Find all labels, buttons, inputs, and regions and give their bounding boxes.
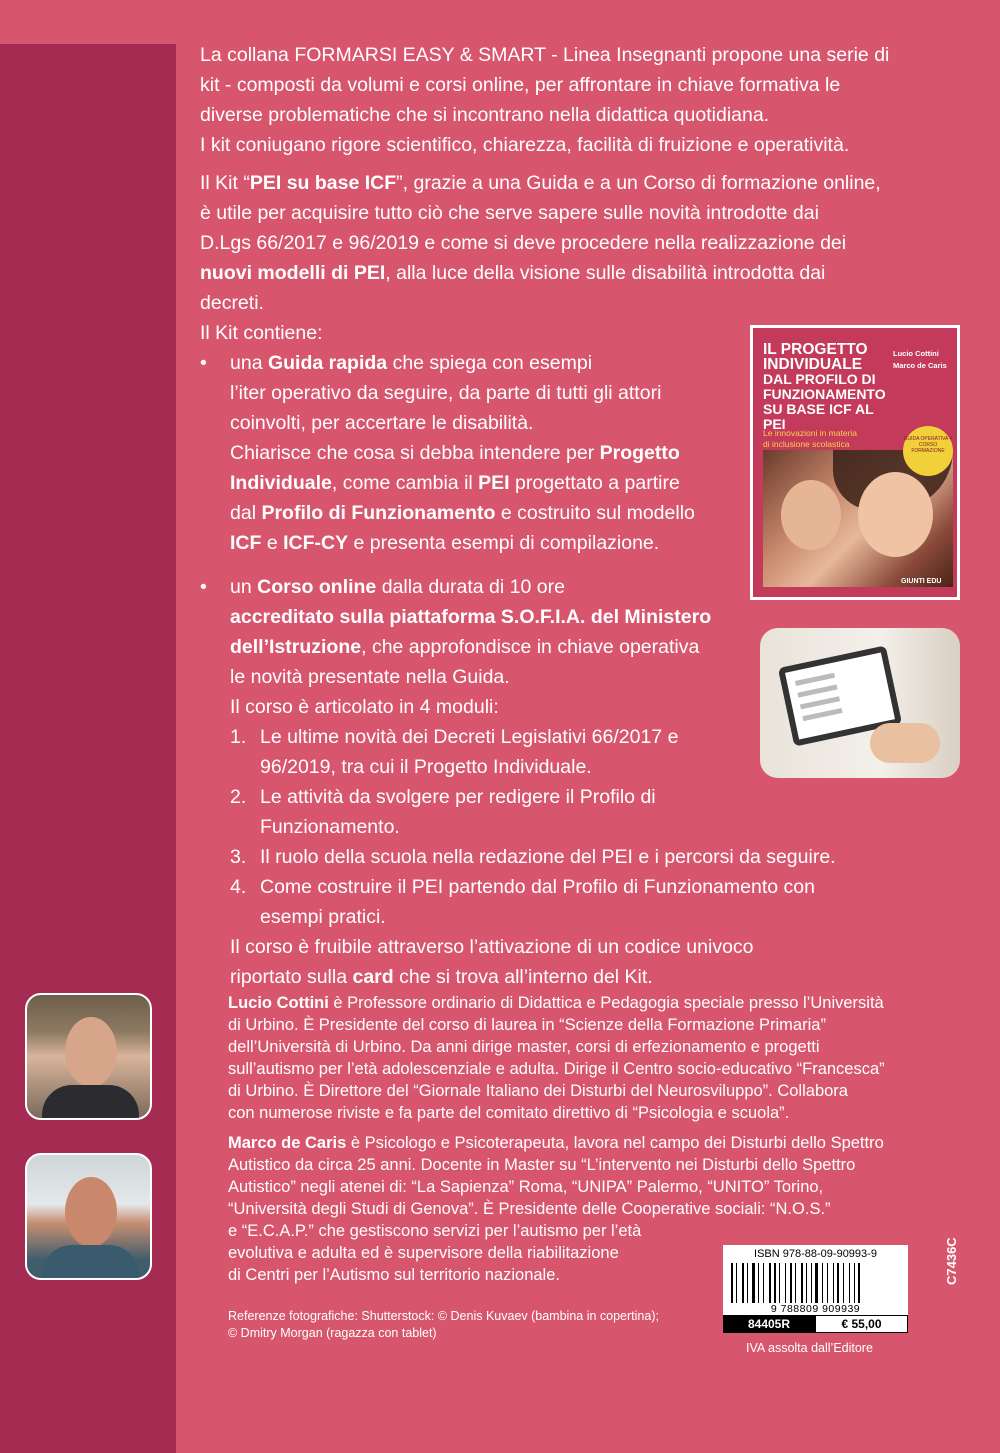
price-bar [723,1315,908,1333]
list-item: 4. Come costruire il PEI partendo dal Profilo di Funzionamento con esempi pratici. [230,876,815,928]
cover-badge: GUIDA OPERATIVA + CORSO FORMAZIONE [903,426,953,476]
kit-line: è utile per acquisire tutto ciò che serve sapere sulle novità introdotte dai [200,202,819,224]
intro-line: kit - composti da volumi e corsi online, per affrontare in chiave formativa le [200,74,841,96]
barcode-box [723,1245,908,1333]
author-bio-de-caris: Marco de Caris è Psicologo e Psicoterapeuta, lavora nel campo dei Disturbi dello Spettro Autistico da circa 25 anni. Docente in Master su “L’intervento nei Disturbi dello Spettro Autistico” negli atenei di: “La Sapienza” Roma, “UNIPA” Palermo, “UNITO” Torino, “Università degli Studi di Genova”. È Presidente delle Cooperative sociali: “N.O.S.” e “E.C.A.P.” che gestiscono servizi per l’autismo per l’età evolutiva e adulta ed è supervisore della riabilitazione di Centri per l’Autismo sul territorio nazionale. [228,1134,884,1284]
tablet-photo [760,628,960,778]
bullet-mark: • [200,352,207,374]
intro-line: I kit coniugano rigore scientifico, chiarezza, facilità di fruizione e operatività. [200,134,850,156]
author-photo-de-caris [25,1153,152,1280]
photo-credits: Referenze fotografiche: Shutterstock: © Denis Kuvaev (bambina in copertina); © Dmitry Morgan (ragazza con tablet) [228,1309,659,1340]
catalog-code: C7436C [944,1237,959,1285]
intro-line: La collana FORMARSI EASY & SMART - Linea Insegnanti propone una serie di [200,44,890,66]
kit-line: D.Lgs 66/2017 e 96/2019 e come si deve procedere nella realizzazione dei [200,232,847,254]
list-item: 2. Le attività da svolgere per redigere il Profilo di Funzionamento. [230,786,656,838]
price: € 55,00 [815,1315,908,1333]
bullet-guide: • una Guida rapida che spiega con esempi l’iter operativo da seguire, da parte di tutti gli attori coinvolti, per accertare le disabilità. Chiarisce che cosa si debba intendere per Progetto Individuale, come cambia il PEI progettato a partire dal Profilo di Funzionamento e costruito sul modello ICF e ICF-CY e presenta esempi di compilazione. [200,348,940,558]
author-bio-cottini: Lucio Cottini è Professore ordinario di Didattica e Pedagogia speciale presso l’Università di Urbino. È Presidente del corso di laurea in “Scienze della Formazione Primaria” dell’Università di Urbino. Da anni dirige master, corsi di erfezionamento e progetti sull’autismo per l’età adolescenziale e adulta. Dirige il Centro socio-educativo “Francesca” di Urbino. È Direttore del “Giornale Italiano dei Disturbi del Neurosviluppo”. Collabora con numerose riviste e fa parte del comitato direttivo di “Psicologia e scuola”. [228,994,885,1122]
iva-note: IVA assolta dall’Editore [746,1341,873,1355]
kit-line: Il Kit “PEI su base ICF”, grazie a una Guida e a un Corso di formazione online, [200,172,881,194]
barcode-digits: 9 788809 909939 [770,1303,861,1315]
cover-title: IL PROGETTO INDIVIDUALE DAL PROFILO DI FUNZIONAMENTO SU BASE ICF AL PEI [763,341,886,432]
author-photo-cottini [25,993,152,1120]
barcode [731,1263,901,1303]
list-item: 1. Le ultime novità dei Decreti Legislativi 66/2017 e 96/2019, tra cui il Progetto Individuale. [230,726,679,778]
kit-line: nuovi modelli di PEI, alla luce della visione sulle disabilità introdotta dai [200,262,826,284]
list-item: 3. Il ruolo della scuola nella redazione del PEI e i percorsi da seguire. [230,846,836,868]
cover-subtitle: Le innovazioni in materia di inclusione scolastica [763,428,858,449]
kit-contains: Il Kit contiene: [200,322,323,344]
top-band [0,0,1000,44]
product-code: 84405R [723,1315,815,1333]
isbn-text: ISBN 978-88-09-90993-9 [754,1248,877,1260]
intro-line: diverse problematiche che si incontrano nella didattica quotidiana. [200,104,770,126]
cover-authors: Lucio Cottini Marco de Caris [893,349,947,370]
book-cover-thumbnail [750,325,960,600]
bullet-course: • un Corso online dalla durata di 10 ore accreditato sulla piattaforma S.O.F.I.A. del Ministero dell’Istruzione, che approfondisce in chiave operativa le novità presentate nella Guida. Il corso è articolato in 4 moduli: 1. Le ultime novità dei Decreti Legislativi 66/2017 e 96/2019, tra cui il Progetto Individuale. 2. Le attività da svolgere per redigere il Profilo di Funzionamento. 3. Il ruolo della scuola nella redazione del PEI e i percorsi da seguire. 4. Come costruire il PEI partendo dal Profilo di Funzionamento con esempi pratici. Il corso è fruibile attraverso l’attivazione di un codice univoco riportato sulla card che si trova all’interno del Kit. [200,572,940,992]
bullet-mark: • [200,576,207,598]
publisher-logo: GIUNTI EDU [901,578,942,585]
kit-line: decreti. [200,292,264,314]
